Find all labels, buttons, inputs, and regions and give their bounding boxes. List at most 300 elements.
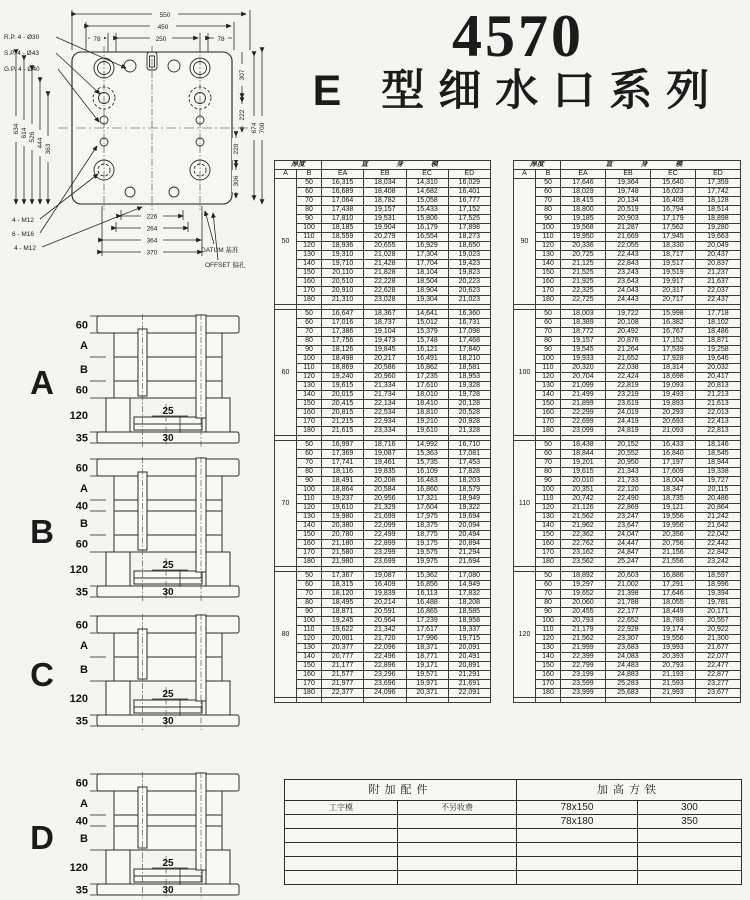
table-row (275, 206, 491, 215)
price-value: 18,449 (651, 608, 696, 617)
riser-price: 300 (638, 801, 742, 815)
price-value: 24,443 (606, 296, 651, 305)
price-value: 20,320 (561, 364, 606, 373)
price-value: 21,125 (561, 260, 606, 269)
table-row (275, 373, 491, 382)
column-header: EA (322, 170, 364, 179)
price-value: 22,091 (448, 689, 490, 698)
price-value: 19,087 (364, 572, 406, 581)
price-value: 19,823 (448, 269, 490, 278)
table-row (514, 531, 741, 540)
price-value: 22,842 (696, 549, 741, 558)
price-value: 19,304 (406, 296, 448, 305)
price-value: 17,367 (322, 572, 364, 581)
price-value: 20,552 (606, 450, 651, 459)
thickness-b-value: 120 (297, 373, 322, 382)
thickness-b-value: 90 (297, 346, 322, 355)
table-row (514, 599, 741, 608)
ejector-dim-25: 25 (162, 858, 174, 869)
thickness-b-value: 50 (536, 572, 561, 581)
price-value: 22,934 (364, 418, 406, 427)
price-value: 19,023 (448, 251, 490, 260)
diagram-letter: B (30, 512, 54, 550)
price-value: 18,330 (651, 242, 696, 251)
table-row (514, 373, 741, 382)
table-row (275, 450, 491, 459)
price-value: 24,483 (606, 662, 651, 671)
price-value: 20,351 (561, 486, 606, 495)
price-value: 22,413 (696, 418, 741, 427)
dim-264: 264 (146, 225, 158, 233)
table-row (514, 468, 741, 477)
price-value: 16,360 (448, 310, 490, 319)
price-value: 17,945 (651, 233, 696, 242)
price-value: 17,610 (406, 382, 448, 391)
price-value: 19,728 (448, 391, 490, 400)
price-value: 22,813 (696, 427, 741, 436)
price-value: 19,556 (651, 635, 696, 644)
price-value: 17,617 (406, 626, 448, 635)
price-value: 17,604 (406, 504, 448, 513)
price-value: 20,693 (651, 418, 696, 427)
table-row (514, 459, 741, 468)
price-value: 22,037 (696, 287, 741, 296)
price-value: 22,869 (606, 504, 651, 513)
table-row (275, 504, 491, 513)
thickness-b-value: 170 (536, 549, 561, 558)
thickness-b-value: 90 (297, 608, 322, 617)
price-value: 16,886 (651, 572, 696, 581)
table-row (514, 391, 741, 400)
dim-222: 222 (239, 109, 246, 121)
price-value: 20,486 (696, 495, 741, 504)
price-value: 23,242 (696, 558, 741, 567)
thickness-b-value: 140 (536, 653, 561, 662)
diagram-letter: C (30, 655, 54, 693)
price-value: 17,742 (696, 188, 741, 197)
table-row (514, 233, 741, 242)
price-value: 22,819 (606, 382, 651, 391)
table-row (514, 653, 741, 662)
price-value: 19,727 (696, 477, 741, 486)
price-value: 22,899 (364, 540, 406, 549)
price-value: 20,815 (322, 409, 364, 418)
price-value: 15,058 (406, 197, 448, 206)
price-value: 16,862 (406, 364, 448, 373)
price-value: 16,483 (406, 477, 448, 486)
price-value: 21,237 (696, 269, 741, 278)
thickness-b-value: 120 (297, 242, 322, 251)
price-value: 18,871 (322, 608, 364, 617)
price-value: 19,185 (561, 215, 606, 224)
table-subheader-row (514, 170, 741, 179)
price-value: 22,628 (364, 287, 406, 296)
price-value: 16,409 (364, 581, 406, 590)
price-value: 19,322 (448, 504, 490, 513)
thickness-b-value: 60 (297, 319, 322, 328)
table-row (275, 337, 491, 346)
price-value: 21,642 (696, 522, 741, 531)
price-value: 20,956 (364, 495, 406, 504)
price-value: 20,922 (696, 626, 741, 635)
dim-364: 364 (146, 237, 158, 245)
price-value: 15,362 (406, 572, 448, 581)
price-value: 24,819 (606, 427, 651, 436)
column-header: EA (561, 170, 606, 179)
plate-thickness-label: 120 (69, 693, 88, 705)
price-value: 22,120 (606, 486, 651, 495)
price-value: 18,146 (696, 441, 741, 450)
thickness-b-value: 70 (297, 197, 322, 206)
price-value: 14,641 (406, 310, 448, 319)
table-row (275, 558, 491, 567)
table-row (514, 441, 741, 450)
price-value: 19,956 (651, 522, 696, 531)
price-value: 19,104 (364, 328, 406, 337)
thickness-b-value: 150 (297, 531, 322, 540)
price-value: 22,725 (561, 296, 606, 305)
price-value: 21,556 (651, 558, 696, 567)
price-value: 15,640 (651, 179, 696, 188)
price-value: 20,704 (561, 373, 606, 382)
price-value: 23,307 (606, 635, 651, 644)
plate-thickness-label: 35 (75, 715, 88, 728)
price-value: 18,904 (406, 287, 448, 296)
price-value: 21,593 (651, 680, 696, 689)
price-value: 22,362 (561, 531, 606, 540)
plate-thickness-label: 35 (75, 586, 88, 599)
table-row (275, 617, 491, 626)
price-value: 20,223 (448, 278, 490, 287)
price-value: 19,781 (696, 599, 741, 608)
table-row (514, 495, 741, 504)
dim-226: 226 (146, 213, 158, 221)
thickness-b-value: 80 (536, 468, 561, 477)
price-value: 20,152 (606, 441, 651, 450)
price-value: 18,585 (448, 608, 490, 617)
thickness-b-value: 160 (536, 409, 561, 418)
price-value: 24,083 (606, 653, 651, 662)
price-value: 17,975 (406, 513, 448, 522)
price-value: 17,840 (448, 346, 490, 355)
thickness-b-value: 110 (536, 626, 561, 635)
table-row (514, 662, 741, 671)
price-value: 18,367 (364, 310, 406, 319)
thickness-b-value: 180 (297, 558, 322, 567)
thickness-b-value: 170 (297, 418, 322, 427)
thickness-b-value: 50 (297, 310, 322, 319)
price-value: 17,525 (448, 215, 490, 224)
price-value: 20,519 (606, 206, 651, 215)
thickness-a-value: 120 (514, 572, 536, 698)
price-value: 16,401 (448, 188, 490, 197)
price-value: 19,175 (406, 540, 448, 549)
model-number: 4570 (452, 3, 584, 69)
thickness-b-value: 150 (536, 269, 561, 278)
price-value: 17,291 (651, 581, 696, 590)
m12-top-label: 4 - M12 (12, 217, 35, 224)
table-row (275, 599, 491, 608)
accessories-empty-row (285, 871, 742, 885)
price-value: 20,393 (651, 653, 696, 662)
price-value: 15,998 (651, 310, 696, 319)
price-value: 20,377 (322, 644, 364, 653)
price-value: 19,971 (406, 680, 448, 689)
table-row (514, 242, 741, 251)
thickness-b-value: 90 (536, 477, 561, 486)
thickness-b-value: 170 (536, 418, 561, 427)
price-value: 19,171 (406, 662, 448, 671)
accessories-table (284, 779, 742, 885)
price-value: 21,720 (364, 635, 406, 644)
table-row (275, 549, 491, 558)
price-value: 20,110 (322, 269, 364, 278)
price-value: 19,280 (696, 224, 741, 233)
accessories-empty-row (285, 843, 742, 857)
table-row (514, 179, 741, 188)
price-value: 18,128 (696, 197, 741, 206)
price-value: 21,177 (322, 662, 364, 671)
thickness-b-value: 90 (536, 608, 561, 617)
price-value: 18,789 (651, 617, 696, 626)
price-value: 19,531 (364, 215, 406, 224)
price-value: 17,080 (448, 572, 490, 581)
thickness-b-value: 140 (297, 653, 322, 662)
thickness-b-value: 100 (297, 355, 322, 364)
table-row (514, 215, 741, 224)
plate-thickness-label: B (80, 833, 88, 845)
thickness-b-value: 90 (297, 215, 322, 224)
table-row (514, 269, 741, 278)
table-row (514, 260, 741, 269)
table-row (514, 224, 741, 233)
price-value: 21,525 (561, 269, 606, 278)
price-value: 21,637 (696, 278, 741, 287)
price-value: 21,828 (364, 269, 406, 278)
price-value: 20,108 (606, 319, 651, 328)
price-value: 18,869 (322, 364, 364, 373)
price-value: 16,121 (406, 346, 448, 355)
price-value: 22,399 (561, 653, 606, 662)
price-value: 18,185 (322, 224, 364, 233)
price-value: 20,793 (561, 617, 606, 626)
table-row (275, 409, 491, 418)
table-row (514, 450, 741, 459)
price-value: 19,893 (651, 400, 696, 409)
price-value: 18,735 (651, 495, 696, 504)
price-value: 18,958 (448, 617, 490, 626)
price-value: 17,756 (322, 337, 364, 346)
price-value: 19,904 (364, 224, 406, 233)
thickness-b-value: 50 (536, 179, 561, 188)
thickness-b-value: 150 (297, 662, 322, 671)
plate-thickness-label: A (80, 340, 88, 352)
price-value: 18,410 (406, 400, 448, 409)
thickness-b-value: 160 (536, 671, 561, 680)
price-value: 17,081 (448, 450, 490, 459)
price-value: 19,975 (406, 558, 448, 567)
price-value: 17,741 (322, 459, 364, 468)
price-value: 22,042 (696, 531, 741, 540)
price-value: 16,840 (651, 450, 696, 459)
table-row (514, 486, 741, 495)
price-value: 17,179 (651, 215, 696, 224)
table-row (275, 278, 491, 287)
price-value: 18,996 (696, 581, 741, 590)
plate-thickness-label: 35 (75, 432, 88, 445)
plate-thickness-label: 60 (75, 619, 88, 632)
price-value: 18,944 (696, 459, 741, 468)
price-value: 22,299 (561, 409, 606, 418)
price-value: 21,398 (606, 590, 651, 599)
price-value: 19,394 (696, 590, 741, 599)
price-value: 21,193 (651, 671, 696, 680)
thickness-b-value: 150 (297, 400, 322, 409)
plate-thickness-label: 60 (75, 777, 88, 790)
thickness-b-value: 160 (536, 540, 561, 549)
price-value: 19,568 (561, 224, 606, 233)
price-value: 18,737 (364, 319, 406, 328)
price-value: 20,837 (696, 260, 741, 269)
ejector-dim-30: 30 (162, 433, 174, 444)
section-diagram-a (24, 312, 240, 454)
table-row (514, 671, 741, 680)
thickness-b-value: 180 (536, 689, 561, 698)
table-row (514, 364, 741, 373)
plate-drawing (2, 6, 270, 284)
thickness-b-value: 160 (297, 278, 322, 287)
column-header: ED (696, 170, 741, 179)
price-value: 20,336 (561, 242, 606, 251)
ejector-dim-30: 30 (162, 885, 174, 896)
table-row (275, 653, 491, 662)
price-value: 22,928 (606, 626, 651, 635)
table-row (514, 287, 741, 296)
column-header: ED (448, 170, 490, 179)
thickness-a-value: 110 (514, 441, 536, 567)
table-row (275, 689, 491, 698)
price-value: 21,329 (364, 504, 406, 513)
price-value: 18,716 (364, 441, 406, 450)
thickness-b-value: 180 (297, 427, 322, 436)
price-value: 21,613 (696, 400, 741, 409)
price-value: 24,447 (606, 540, 651, 549)
price-value: 21,691 (448, 680, 490, 689)
thickness-b-value: 80 (297, 599, 322, 608)
price-value: 20,717 (651, 296, 696, 305)
table-row (514, 549, 741, 558)
column-header: EC (651, 170, 696, 179)
price-value: 21,615 (322, 427, 364, 436)
price-value: 22,496 (364, 653, 406, 662)
table-row (514, 296, 741, 305)
thickness-b-value: 80 (536, 599, 561, 608)
price-value: 19,328 (448, 382, 490, 391)
price-value: 18,775 (406, 531, 448, 540)
dim-363: 363 (45, 143, 52, 155)
price-value: 19,461 (364, 459, 406, 468)
thickness-b-value: 180 (536, 427, 561, 436)
thickness-b-value: 60 (536, 319, 561, 328)
table-row (275, 671, 491, 680)
thickness-b-value: 50 (536, 441, 561, 450)
price-value: 22,699 (561, 418, 606, 427)
dim-700: 700 (259, 122, 266, 134)
price-value: 19,933 (561, 355, 606, 364)
price-value: 14,992 (406, 441, 448, 450)
plate-thickness-label: A (80, 640, 88, 652)
table-row (275, 179, 491, 188)
price-value: 21,213 (696, 391, 741, 400)
price-value: 16,794 (651, 206, 696, 215)
price-value: 17,832 (448, 590, 490, 599)
price-value: 19,622 (322, 626, 364, 635)
table-row (275, 242, 491, 251)
mold-section-drawing (62, 455, 240, 603)
price-value: 15,735 (406, 459, 448, 468)
table-row (275, 468, 491, 477)
table-row (514, 400, 741, 409)
price-value: 18,371 (406, 644, 448, 653)
price-value: 20,586 (364, 364, 406, 373)
table-row (514, 418, 741, 427)
rp-label: R.P. 4 - Ø30 (4, 34, 40, 41)
price-value: 21,580 (322, 549, 364, 558)
table-row (275, 355, 491, 364)
thickness-b-value: 130 (297, 644, 322, 653)
gp-label: G.P. 4 - Ø40 (4, 66, 40, 73)
mold-section-c (62, 612, 240, 737)
thickness-b-value: 100 (297, 486, 322, 495)
price-value: 19,310 (322, 251, 364, 260)
price-value: 20,623 (448, 287, 490, 296)
price-value: 21,677 (696, 644, 741, 653)
price-value: 21,669 (606, 233, 651, 242)
price-value: 20,415 (322, 400, 364, 409)
price-value: 23,643 (606, 278, 651, 287)
price-value: 19,571 (406, 671, 448, 680)
price-value: 19,237 (322, 495, 364, 504)
price-value: 19,715 (448, 635, 490, 644)
price-value: 21,993 (651, 689, 696, 698)
table-row (514, 680, 741, 689)
thickness-b-value: 80 (536, 337, 561, 346)
table-row (275, 400, 491, 409)
price-value: 14,682 (406, 188, 448, 197)
table-row (275, 233, 491, 242)
price-value: 23,562 (561, 558, 606, 567)
price-value: 20,557 (696, 617, 741, 626)
price-value: 18,273 (448, 233, 490, 242)
column-header: A (514, 170, 536, 179)
price-value: 22,228 (364, 278, 406, 287)
thickness-b-value: 130 (297, 382, 322, 391)
table-row (275, 260, 491, 269)
table-row (514, 355, 741, 364)
thickness-b-value: 120 (536, 373, 561, 382)
price-value: 21,028 (364, 251, 406, 260)
table-row (275, 680, 491, 689)
price-value: 23,647 (606, 522, 651, 531)
price-value: 22,477 (696, 662, 741, 671)
price-value: 20,356 (651, 531, 696, 540)
column-header: A (275, 170, 297, 179)
diagram-letter: A (30, 364, 54, 401)
price-value: 20,217 (364, 355, 406, 364)
price-value: 21,310 (322, 296, 364, 305)
table-row (514, 328, 741, 337)
section-diagram-b (24, 455, 240, 608)
